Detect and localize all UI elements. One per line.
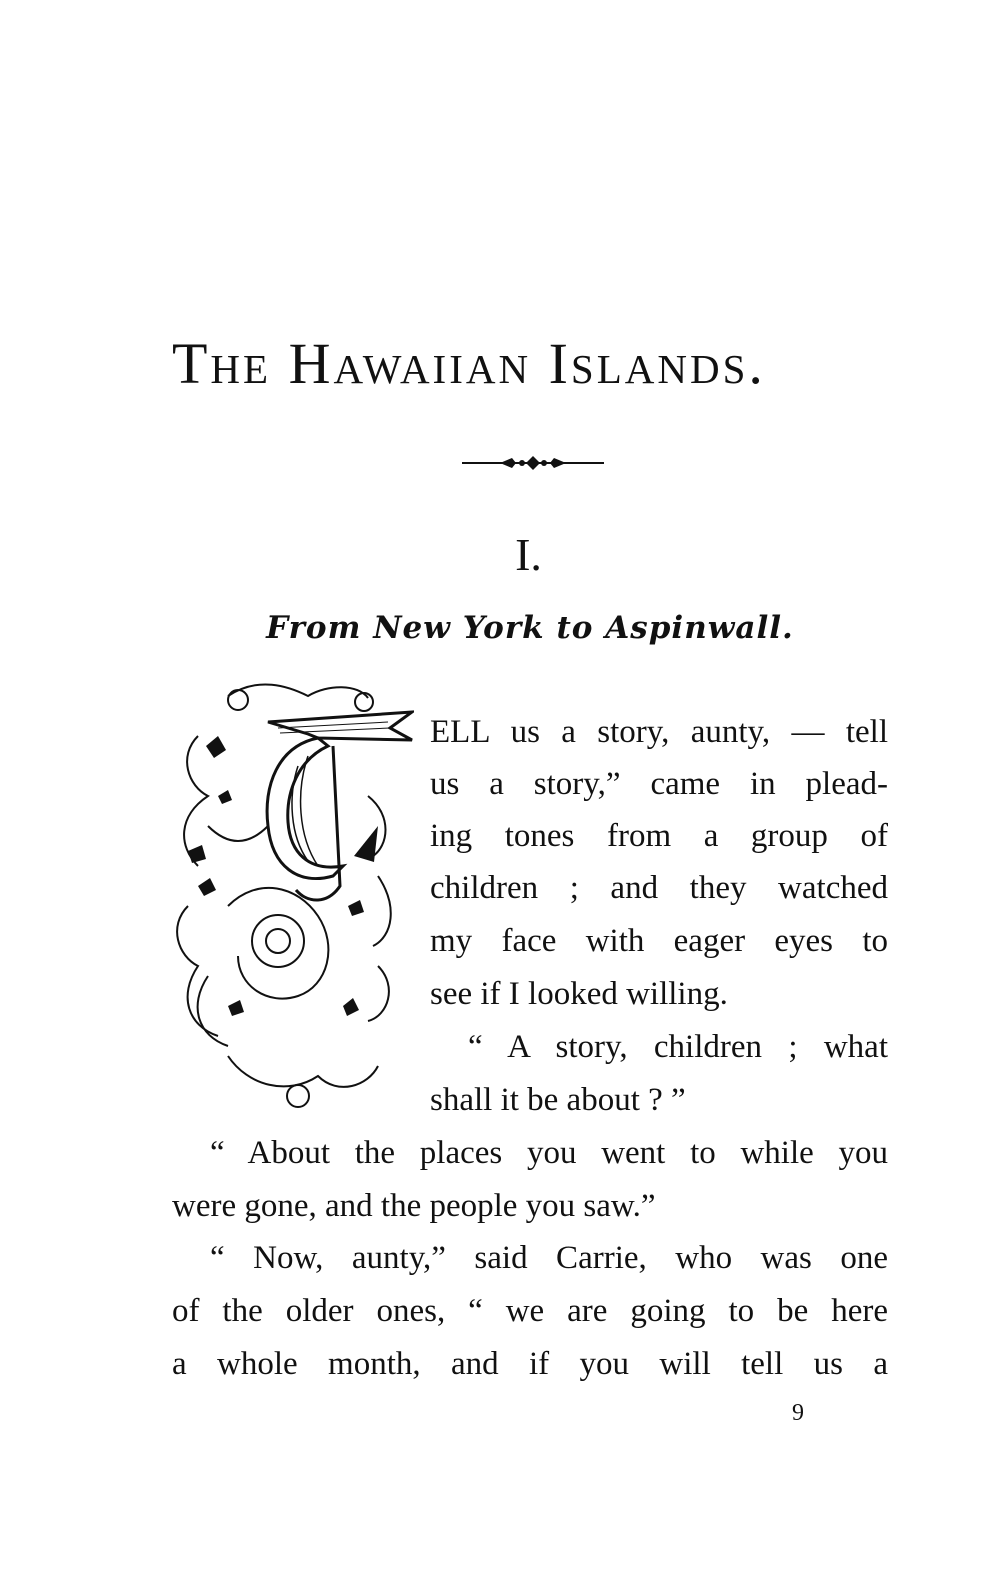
text-line: see if I looked willing. [430, 976, 728, 1012]
ornate-drop-cap-t [168, 676, 414, 1116]
text-line: “ A story, children ; what [468, 1029, 888, 1065]
page-number: 9 [792, 1400, 804, 1426]
text-line: of the older ones, “ we are going to be here [172, 1293, 888, 1329]
text-line: us a story,” came in plead- [430, 766, 888, 802]
text-line: shall it be about ? ” [430, 1082, 686, 1118]
text-line: “ Now, aunty,” said Carrie, who was one [210, 1240, 888, 1276]
chapter-number: I. [515, 529, 542, 580]
book-title: The Hawaiian Islands. [172, 331, 766, 396]
text-line: “ About the places you went to while you [210, 1135, 888, 1171]
text-line: ing tones from a group of [430, 818, 888, 854]
ornamental-divider [460, 452, 606, 474]
text-line: ELL us a story, aunty, — tell [430, 714, 888, 750]
text-line: were gone, and the people you saw.” [172, 1188, 656, 1224]
text-line: children ; and they watched [430, 870, 888, 906]
text-line: my face with eager eyes to [430, 923, 888, 959]
chapter-title: From New York to Aspinwall. [266, 610, 794, 646]
text-line: a whole month, and if you will tell us a [172, 1346, 888, 1382]
